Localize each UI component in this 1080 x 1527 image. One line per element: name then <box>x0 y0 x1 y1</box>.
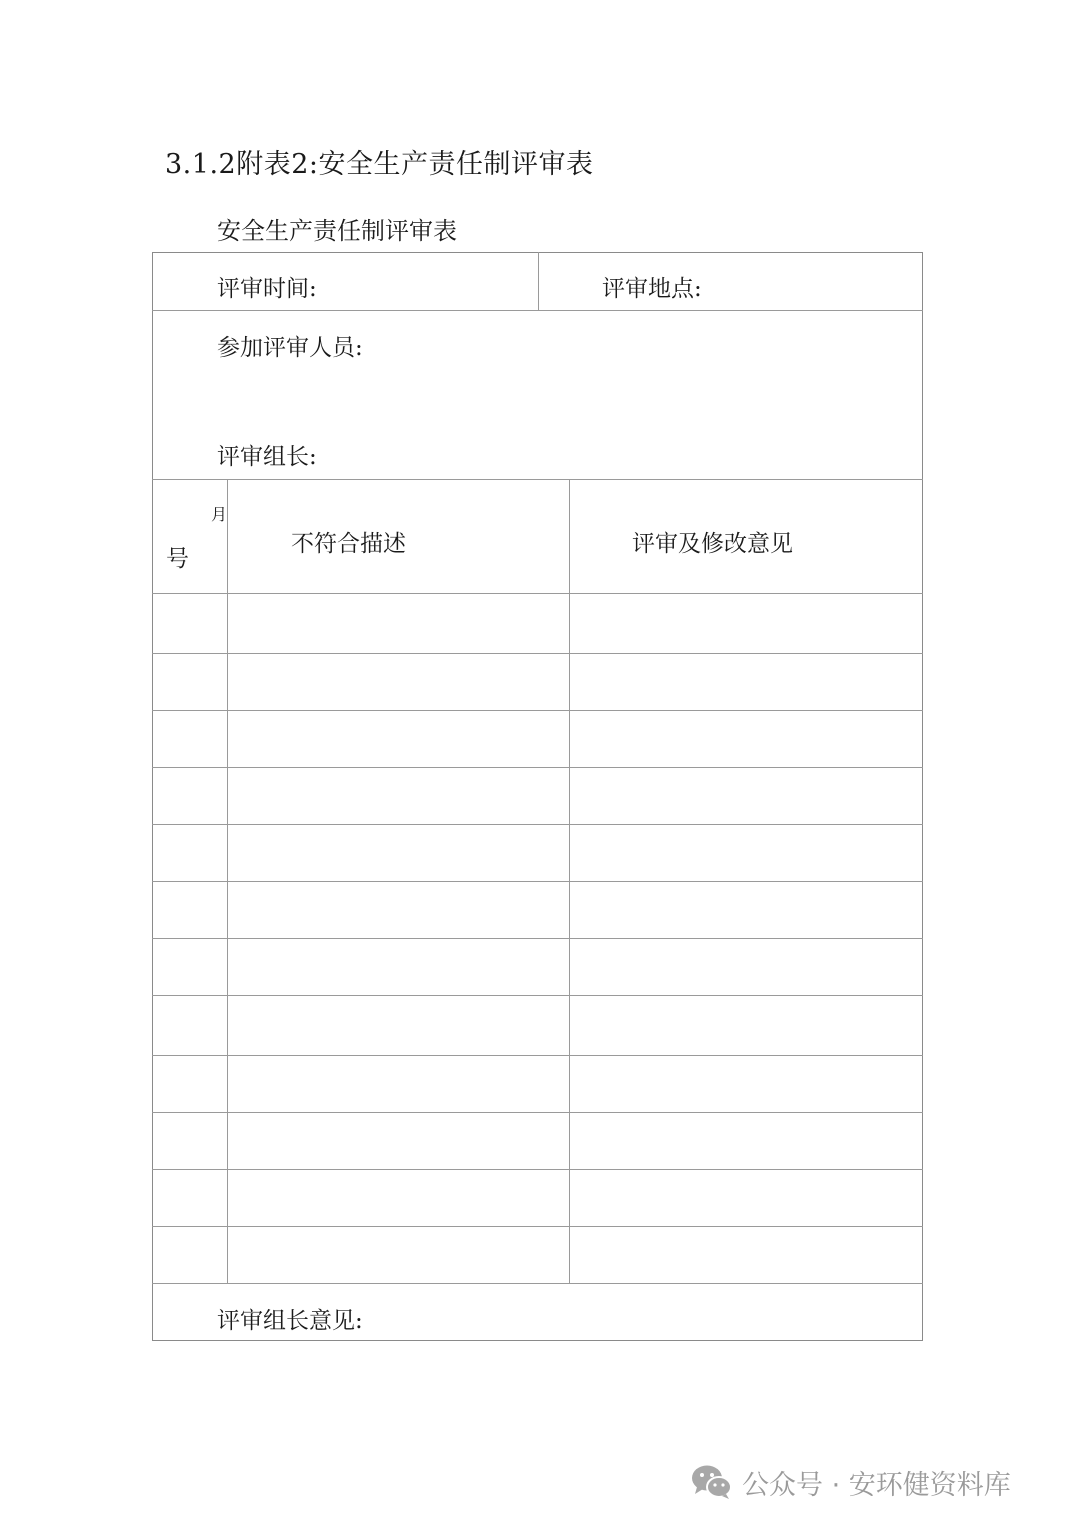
opinion-header: 评审及修改意见 <box>632 531 793 557</box>
row-divider <box>152 824 923 825</box>
review-time-label: 评审时间: <box>217 276 317 302</box>
row-divider <box>152 593 923 594</box>
row-divider <box>152 938 923 939</box>
column-divider <box>538 252 539 310</box>
seq-header-top: 月 <box>211 505 228 524</box>
description-header: 不符合描述 <box>291 531 406 557</box>
team-leader-label: 评审组长: <box>217 444 317 470</box>
review-location-label: 评审地点: <box>602 276 702 302</box>
row-divider <box>152 767 923 768</box>
column-divider <box>227 479 228 1283</box>
row-divider <box>152 881 923 882</box>
review-form-table <box>152 252 923 1341</box>
row-divider <box>152 1169 923 1170</box>
wechat-icon <box>690 1462 734 1502</box>
participants-label: 参加评审人员: <box>217 335 363 361</box>
leader-opinion-label: 评审组长意见: <box>217 1308 363 1334</box>
row-divider <box>152 1055 923 1056</box>
row-divider <box>152 995 923 996</box>
row-divider <box>152 1226 923 1227</box>
section-heading: 3.1.2附表2:安全生产责任制评审表 <box>165 149 594 180</box>
seq-header-bottom: 号 <box>166 546 189 572</box>
row-divider <box>152 479 923 480</box>
row-divider <box>152 710 923 711</box>
table-title: 安全生产责任制评审表 <box>217 217 457 245</box>
row-divider <box>152 653 923 654</box>
row-divider <box>152 310 923 311</box>
row-divider <box>152 1112 923 1113</box>
watermark-text: 公众号 · 安环健资料库 <box>742 1469 1011 1501</box>
row-divider <box>152 1283 923 1284</box>
watermark <box>690 1462 1011 1502</box>
column-divider <box>569 479 570 1283</box>
